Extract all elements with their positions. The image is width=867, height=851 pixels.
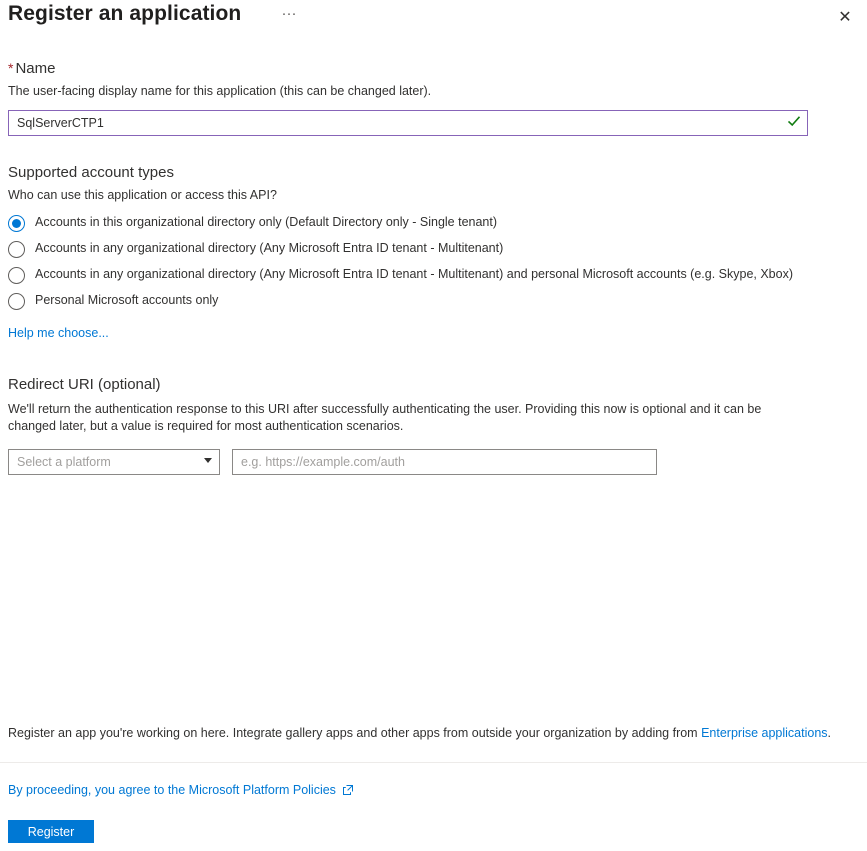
redirect-uri-input[interactable]	[232, 449, 657, 475]
page-title: Register an application	[8, 2, 242, 25]
radio-option-multitenant[interactable]	[8, 240, 859, 258]
radio-label: Personal Microsoft accounts only	[35, 293, 219, 307]
radio-label: Accounts in any organizational directory (Any Microsoft Entra ID tenant - Multitenant) and personal Microsoft accounts (e.g. Skype, Xbox)	[35, 267, 793, 281]
platform-select-wrapper[interactable]	[8, 449, 220, 475]
close-icon[interactable]: ✕	[838, 9, 852, 26]
radio-label: Accounts in any organizational directory (Any Microsoft Entra ID tenant - Multitenant)	[35, 241, 504, 255]
name-label-text: Name	[15, 60, 56, 77]
footer-divider	[0, 762, 867, 763]
external-link-icon	[342, 784, 354, 796]
redirect-uri-heading: Redirect URI (optional)	[8, 376, 161, 393]
radio-option-single-tenant[interactable]	[8, 214, 859, 232]
required-marker: *	[8, 60, 14, 76]
panel-body	[8, 60, 859, 475]
footer-note-suffix: .	[827, 726, 832, 740]
panel-header	[0, 0, 867, 42]
radio-option-multitenant-personal[interactable]	[8, 266, 859, 284]
enterprise-applications-link[interactable]: Enterprise applications	[701, 726, 828, 740]
radio-label: Accounts in this organizational directory only (Default Directory only - Single tenant)	[35, 215, 498, 229]
help-me-choose-row	[8, 324, 859, 342]
radio-icon[interactable]	[8, 215, 25, 232]
account-types-description: Who can use this application or access this API?	[8, 188, 277, 202]
radio-icon[interactable]	[8, 267, 25, 284]
account-types-radio-group[interactable]	[8, 214, 859, 310]
platform-policies-link[interactable]: By proceeding, you agree to the Microsoft Platform Policies	[8, 783, 336, 797]
footer-note	[8, 725, 831, 742]
more-options-icon[interactable]: ···	[281, 5, 297, 22]
footer-note-text: Register an app you're working on here. Integrate gallery apps and other apps from outside your organization by adding from	[8, 726, 702, 740]
name-input[interactable]	[8, 110, 808, 136]
help-me-choose-link[interactable]: Help me choose...	[8, 326, 109, 340]
radio-icon[interactable]	[8, 293, 25, 310]
radio-icon[interactable]	[8, 241, 25, 258]
radio-option-personal-only[interactable]	[8, 292, 859, 310]
account-types-heading: Supported account types	[8, 164, 174, 181]
redirect-uri-description: We'll return the authentication response to this URI after successfully authenticating the user. Providing this now is optional and it can be changed later, but a value is required for most authentication scenarios.	[8, 402, 762, 433]
name-label	[8, 60, 859, 77]
redirect-uri-row	[8, 449, 859, 475]
policy-row	[8, 783, 354, 797]
register-button[interactable]: Register	[8, 820, 94, 843]
platform-select[interactable]: Select a platform	[8, 449, 220, 475]
name-input-wrapper	[8, 110, 808, 136]
name-description: The user-facing display name for this application (this can be changed later).	[8, 84, 432, 98]
